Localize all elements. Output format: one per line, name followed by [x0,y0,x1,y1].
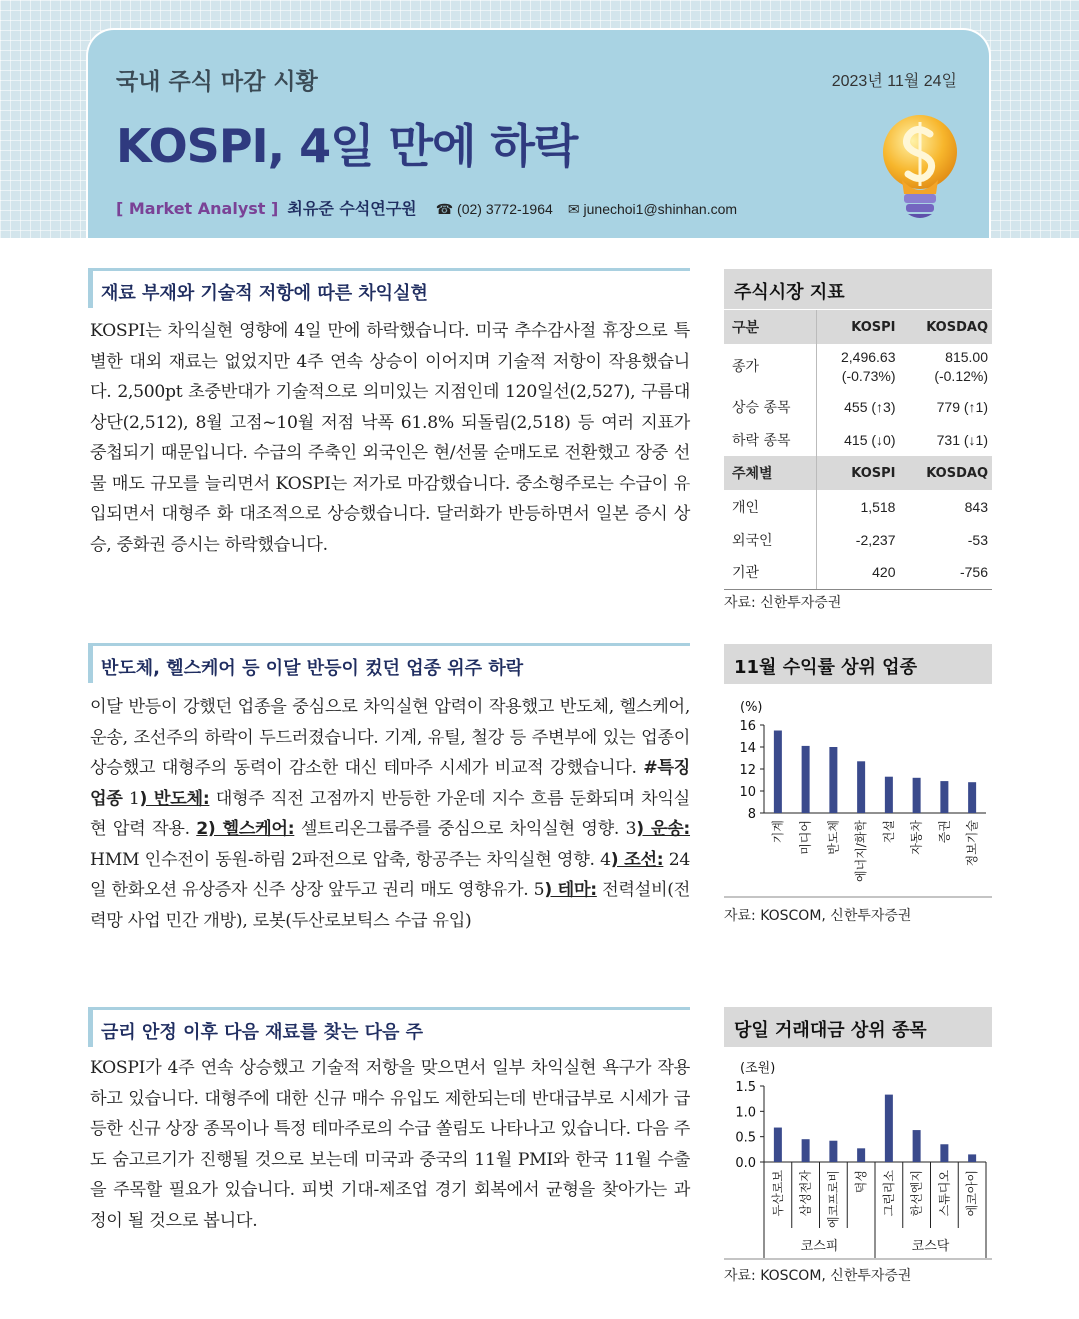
table-row [724,523,992,556]
section-1-heading: 재료 부재와 기술적 저항에 따른 차익실현 [88,268,690,308]
chart-2-container [724,1050,992,1260]
lightbulb-logo-icon [880,110,960,222]
section-2-body [90,692,690,936]
item-num: 4 [600,849,611,870]
y-tick-label: 10 [739,785,756,800]
item-text: 대형주 직전 고점까지 반등한 가운데 지수 흐름 둔화되며 차익실현 압력 작용. [90,788,690,839]
cell-kospi: 420 [816,556,899,589]
x-category-label: 그린리소 [881,1170,896,1217]
table-source: 자료: 신한투자증권 [724,595,842,611]
bar [774,731,782,814]
bar [940,1144,948,1162]
group-label: 코스닥 [911,1239,950,1254]
table-row [724,556,992,589]
cell-kosdaq: -756 [899,556,992,589]
sector-return-chart [724,688,992,898]
x-category-label: 건설 [881,820,896,844]
bar [885,1095,893,1162]
x-category-label: 에너지/화학 [854,820,869,883]
y-tick-label: 1.0 [735,1105,756,1121]
analyst-phone[interactable]: ☎ (02) 3772-1964 [435,201,553,217]
section-3-heading: 금리 안정 이후 다음 재료를 찾는 다음 주 [88,1007,690,1047]
x-category-label: 미디어 [798,820,813,855]
table-subheader-row [724,456,992,490]
item-num: 3 [625,819,637,839]
bar [885,777,893,813]
item-label-semiconductor: ) 반도체: [139,788,210,809]
bar [857,1148,865,1162]
table-header-cell: KOSDAQ [899,310,992,344]
analyst-email[interactable]: ✉ junechoi1@shinhan.com [567,201,738,217]
cell-kosdaq: 815.00 (-0.12%) [934,349,988,384]
chart-1-source: 자료: KOSCOM, 신한투자증권 [724,908,912,924]
group-label: 코스피 [800,1239,839,1254]
section-2-intro: 이달 반등이 강했던 업종을 중심으로 차익실현 압력이 작용했고 반도체, 헬스케어, 운송, 조선주의 하락이 두드러졌습니다. 기계, 유틸, 철강 등 주변부에 있는 업종이 상승했고 대형주의 동력이 감소한 대신 테마주 시세가 비교적 강했습니다. [90,697,690,778]
market-indicator-table [724,310,992,590]
table-header-cell: KOSPI [816,310,899,344]
item-label-healthcare: 2) 헬스케어: [196,819,295,839]
section-1-body: KOSPI는 차익실현 영향에 4일 만에 하락했습니다. 미국 추수감사절 휴장으로 특별한 대외 재료는 없었지만 4주 연속 상승이 이어지며 기술적 저항이 작용했습니다. 2,500pt 초중반대가 기술적으로 의미있는 지점인데 120일선(2,527), 구름대 상단(2,512), 8월 고점~10월 저점 낙폭 61.8% 되돌림(2,518) 등 여러 지표가 중첩되기 때문입니다. 수급의 주축인 외국인은 현/선물 순매도로 전환했고 장중 선물 매도 규모를 늘리면서 KOSPI는 저가로 마감했습니다. 중소형주로는 수급이 유입되면서 대형주 화 대조적으로 상승했습니다. 달러화가 반등하면서 일본 증시 상승, 중화권 증시는 하락했습니다. [90,321,690,555]
table-header-cell: 주체별 [724,456,816,490]
x-category-label: 한선엔지 [909,1170,924,1217]
row-label: 하락 종목 [724,423,816,456]
section-2-tag: #특징업종 [90,758,690,809]
item-num: 1 [122,788,140,809]
chart-1-title: 11월 수익률 상위 업종 [724,644,992,684]
cell-kosdaq: 843 [964,498,988,515]
item-num: 5 [533,880,545,900]
table-row [724,390,992,423]
bar [968,782,976,813]
table-header-cell: KOSPI [816,456,899,490]
cell-kospi: 2,496.63 (-0.73%) [840,349,896,384]
cell-kospi: 455 (↑3) [844,398,896,415]
bar [829,1141,837,1162]
item-text: HMM 인수전이 동원-하림 2파전으로 압축, 항공주는 차익실현 영향. [90,849,601,870]
item-text: 24일 한화오션 유상증자 신주 상장 앞두고 권리 매도 영향유가. [90,849,691,900]
y-tick-label: 14 [739,741,756,756]
x-category-label: 에코아이 [965,1170,980,1217]
table-row [724,344,992,390]
y-tick-label: 1.5 [735,1080,756,1095]
bar [829,747,837,813]
y-tick-label: 16 [739,719,756,734]
chart-2-source: 자료: KOSCOM, 신한투자증권 [724,1268,912,1284]
y-tick-label: 8 [747,807,756,822]
item-label-shipbuilding: ) 조선: [610,849,664,870]
table-header-cell: KOSDAQ [899,456,992,490]
x-category-label: 두산로보 [770,1170,785,1217]
y-tick-label: 0.0 [735,1156,756,1171]
x-category-label: 스튜디오 [937,1170,952,1217]
cell-kosdaq: 731 (↓1) [936,431,988,448]
bar [940,781,948,813]
report-title: KOSPI, 4일 만에 하락 [116,119,578,173]
bar [913,1130,921,1162]
row-label: 종가 [724,344,816,390]
x-category-label: 정보기술 [965,820,980,867]
x-category-label: 덕성 [854,1170,869,1194]
row-label: 상승 종목 [724,390,816,423]
item-text: 전력설비(전력망 사업 민간 개방), 로봇(두산로보틱스 수급 유입) [90,880,690,931]
table-header-cell: 구분 [724,310,816,344]
section-3-body: KOSPI가 4주 연속 상승했고 기술적 저항을 맞으면서 일부 차익실현 욕구가 작용하고 있습니다. 대형주에 대한 신규 매수 유입도 제한되는데 반대급부로 시세가 급등한 신규 상장 종목이나 특정 테마주로의 수급 쏠림도 나타나고 있습니다. 다음 주도 숨고르기가 진행될 것으로 보는데 미국과 중국의 11월 PMI와 한국 11월 수출을 주목할 필요가 있습니다. 피벗 기대-제조업 경기 회복에서 균형을 찾아가는 과정이 될 것으로 봅니다. [90,1058,690,1231]
x-category-label: 에코프로비 [826,1170,841,1228]
table-row [724,490,992,523]
y-tick-label: 0.5 [735,1130,756,1146]
y-axis-unit-label: (%) [740,700,763,715]
cell-kospi: 1,518 [860,498,896,515]
x-category-label: 증권 [937,820,952,844]
report-date: 2023년 11월 24일 [831,73,957,90]
cell-kosdaq: 779 (↑1) [936,398,988,415]
bar [802,746,810,813]
bar [774,1128,782,1162]
row-label: 기관 [724,556,816,589]
bar [802,1139,810,1162]
x-category-label: 자동차 [909,820,924,855]
item-label-theme: ) 테마: [544,880,597,900]
bar [857,761,865,813]
chart-2-title: 당일 거래대금 상위 종목 [724,1007,992,1047]
analyst-name: 최유준 수석연구원 [287,199,417,218]
row-label: 외국인 [724,523,816,556]
analyst-role: [ Market Analyst ] [116,199,279,218]
x-category-label: 기계 [770,820,785,844]
y-tick-label: 12 [739,763,756,778]
cell-kospi: -2,237 [855,531,896,548]
section-2-heading: 반도체, 헬스케어 등 이달 반등이 컸던 업종 위주 하락 [88,643,690,683]
row-label: 개인 [724,490,816,523]
report-subtitle: 국내 주식 마감 시황 [116,69,318,95]
x-category-label: 삼성전자 [798,1170,813,1217]
trading-value-chart [724,1050,992,1260]
analyst-line [116,196,737,219]
item-text: 셀트리온그룹주를 중심으로 차익실현 영향. [294,819,626,839]
table-header-row [724,310,992,344]
bar [913,778,921,813]
item-label-transport: ) 운송: [636,819,691,839]
table-row [724,423,992,456]
cell-kosdaq: -53 [967,531,988,548]
y-axis-unit-label: (조원) [740,1061,776,1076]
bar [968,1154,976,1162]
x-category-label: 반도체 [826,820,841,855]
cell-kospi: 415 (↓0) [844,431,896,448]
chart-1-container [724,688,992,898]
market-table-title: 주식시장 지표 [724,269,992,309]
